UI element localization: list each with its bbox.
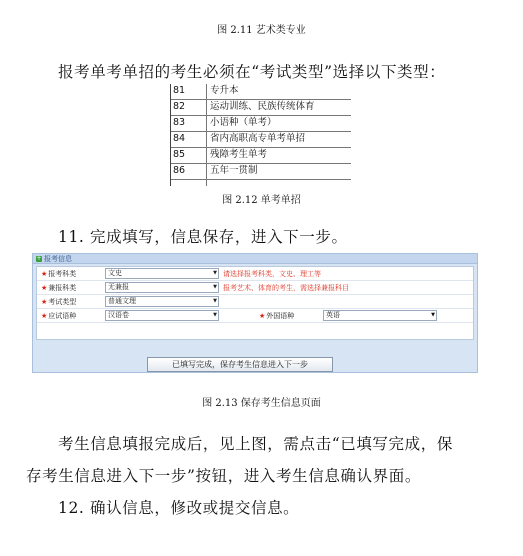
form-section-header [33, 254, 477, 264]
required-icon: ★ [41, 312, 48, 320]
dropdown-arrow-icon: ▼ [213, 298, 217, 304]
code-cell: 85 [171, 148, 207, 163]
code-cell: 86 [171, 164, 207, 179]
field-label: 兼报科类 [48, 284, 77, 292]
figure-caption-2-12: 图 2.12 单考单招 [222, 195, 301, 206]
type-cell: 省内高职高专单考单招 [210, 133, 306, 144]
subject-select[interactable]: 文史 ▼ [105, 268, 219, 279]
field-hint: 报考艺术、体育的考生，需选择兼报科目 [223, 284, 349, 292]
paragraph-line: 存考生信息进入下一步”按钮，进入考生信息确认界面。 [26, 467, 421, 485]
form-screenshot [32, 253, 478, 373]
secondary-subject-select[interactable]: 无兼报 ▼ [105, 282, 219, 293]
table-row [171, 100, 351, 116]
field-label: 应试语种 [48, 312, 77, 320]
table-row [171, 148, 351, 164]
field-label: 外国语种 [266, 312, 295, 320]
code-cell: 83 [171, 116, 207, 131]
exam-type-code-table [170, 84, 351, 186]
form-section-title: 报考信息 [44, 254, 72, 263]
step-12-heading: 12. 确认信息，修改或提交信息。 [58, 499, 300, 517]
form-row-exam-type [37, 295, 473, 309]
required-icon: ★ [41, 284, 48, 292]
dropdown-arrow-icon: ▼ [213, 284, 217, 290]
expand-plus-icon[interactable]: + [36, 254, 42, 262]
dropdown-arrow-icon: ▼ [431, 312, 435, 318]
figure-caption-2-13: 图 2.13 保存考生信息页面 [202, 398, 321, 409]
field-label: 报考科类 [48, 270, 77, 278]
figure-caption-2-11: 图 2.11 艺术类专业 [217, 25, 306, 36]
required-icon: ★ [41, 270, 48, 278]
table-row [171, 132, 351, 148]
type-cell: 运动训练、民族传统体育 [210, 101, 315, 112]
paragraph-line: 考生信息填报完成后，见上图，需点击“已填写完成，保 [58, 435, 453, 453]
intro-paragraph: 报考单考单招的考生必须在“考试类型”选择以下类型： [58, 63, 446, 81]
required-icon: ★ [259, 312, 266, 320]
exam-language-select[interactable]: 汉语卷 ▼ [105, 310, 219, 321]
type-cell: 残障考生单考 [210, 149, 268, 160]
code-cell: 82 [171, 100, 207, 115]
form-body [36, 266, 474, 340]
step-11-heading: 11. 完成填写，信息保存，进入下一步。 [58, 228, 348, 246]
code-cell: 84 [171, 132, 207, 147]
field-label: 考试类型 [48, 298, 77, 306]
form-row-exam-language [37, 309, 473, 323]
form-row-secondary-subject [37, 281, 473, 295]
form-row-subject [37, 267, 473, 281]
required-icon: ★ [41, 298, 48, 306]
code-cell: 81 [171, 84, 207, 99]
table-row [171, 84, 351, 100]
dropdown-arrow-icon: ▼ [213, 270, 217, 276]
field-hint: 请选择报考科类，文史、理工等 [223, 270, 321, 278]
type-cell: 专升本 [210, 85, 239, 96]
table-row-cutoff [171, 180, 351, 186]
foreign-language-select[interactable]: 英语 ▼ [323, 310, 437, 321]
type-cell: 小语种（单考） [210, 117, 277, 128]
table-row [171, 116, 351, 132]
table-row [171, 164, 351, 180]
save-and-next-button[interactable]: 已填写完成，保存考生信息进入下一步 [147, 357, 333, 372]
dropdown-arrow-icon: ▼ [213, 312, 217, 318]
exam-type-select[interactable]: 普通文理 ▼ [105, 296, 219, 307]
type-cell: 五年一贯制 [210, 165, 258, 176]
